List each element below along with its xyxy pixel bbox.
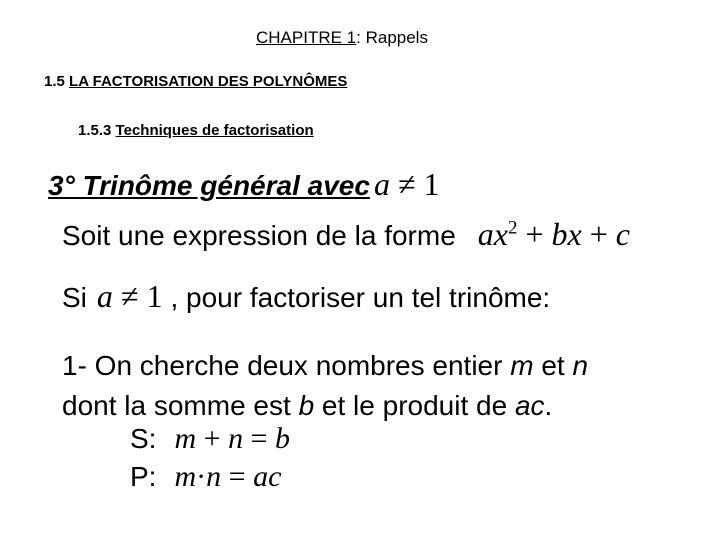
step-1-line-1 bbox=[62, 346, 588, 386]
var-n: n bbox=[572, 350, 589, 381]
subsection-number: 1.5.3 bbox=[78, 122, 112, 139]
coef-b: b bbox=[551, 216, 568, 252]
section-title bbox=[44, 73, 347, 90]
chapter-label: CHAPITRE 1 bbox=[256, 28, 357, 47]
equals-sign: = bbox=[228, 460, 246, 493]
var-x: x bbox=[493, 216, 508, 252]
var-b: b bbox=[274, 422, 290, 455]
sum-equation bbox=[130, 422, 290, 456]
expression-form-text: Soit une expression de la forme bbox=[62, 220, 456, 251]
var-m: m bbox=[174, 460, 197, 493]
topic-heading bbox=[48, 166, 440, 203]
step-1-line-2 bbox=[62, 386, 588, 426]
subsection-name: Techniques de factorisation bbox=[115, 122, 314, 139]
step-1-text bbox=[62, 346, 588, 426]
text-run: . bbox=[544, 390, 553, 421]
coef-a: a bbox=[477, 216, 494, 252]
condition-formula bbox=[97, 278, 163, 315]
text-run: et bbox=[533, 350, 573, 381]
condition-formula bbox=[374, 166, 440, 203]
topic-heading-text: 3° Trinôme général avec bbox=[48, 170, 370, 201]
chapter-subtitle: : Rappels bbox=[356, 28, 428, 47]
plus-sign: + bbox=[589, 216, 608, 252]
text-run: et le produit de bbox=[314, 390, 515, 421]
expression-form-line bbox=[62, 216, 630, 253]
var-n: n bbox=[206, 460, 222, 493]
var-b: b bbox=[298, 390, 315, 421]
var-ac: ac bbox=[514, 390, 545, 421]
exponent: 2 bbox=[507, 217, 518, 239]
chapter-title bbox=[256, 28, 428, 48]
section-name: LA FACTORISATION DES POLYNÔMES bbox=[69, 73, 348, 90]
var-x: x bbox=[567, 216, 582, 252]
plus-sign: + bbox=[525, 216, 544, 252]
var-n: n bbox=[228, 422, 244, 455]
product-formula bbox=[174, 460, 281, 494]
condition-line bbox=[62, 278, 550, 315]
condition-text: , pour factoriser un tel trinôme: bbox=[170, 282, 551, 313]
var-a: a bbox=[373, 166, 390, 202]
number-one: 1 bbox=[146, 278, 163, 314]
product-equation bbox=[130, 460, 281, 494]
equals-sign: = bbox=[250, 422, 268, 455]
condition-label: Si bbox=[62, 282, 87, 313]
product-label: P: bbox=[130, 461, 157, 492]
var-a: a bbox=[96, 278, 113, 314]
dot-operator: · bbox=[196, 460, 207, 493]
plus-sign: + bbox=[203, 422, 221, 455]
var-m: m bbox=[174, 422, 197, 455]
coef-c: c bbox=[615, 216, 630, 252]
var-m: m bbox=[510, 350, 534, 381]
number-one: 1 bbox=[423, 166, 440, 202]
text-run: dont la somme est bbox=[62, 390, 299, 421]
not-equal-sign: ≠ bbox=[120, 278, 139, 314]
not-equal-sign: ≠ bbox=[397, 166, 416, 202]
sum-label: S: bbox=[130, 423, 157, 454]
text-run: 1- On cherche deux nombres entier bbox=[62, 350, 511, 381]
trinomial-formula bbox=[478, 216, 630, 253]
subsection-title bbox=[78, 122, 314, 139]
sum-formula bbox=[174, 422, 290, 456]
var-ac: ac bbox=[253, 460, 282, 493]
section-number: 1.5 bbox=[44, 73, 65, 90]
